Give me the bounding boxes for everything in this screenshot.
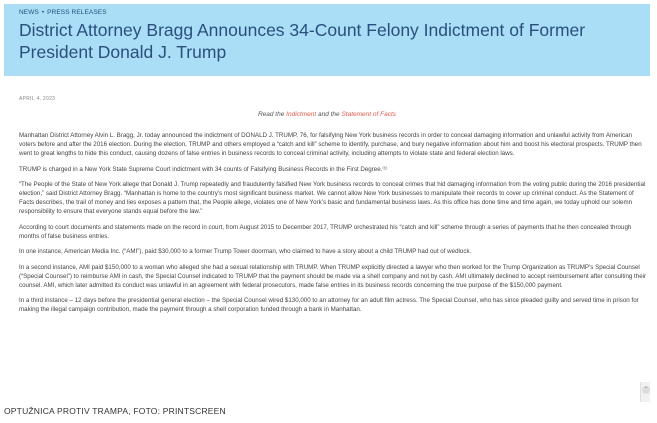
read-and: and the <box>317 111 340 118</box>
indictment-link[interactable]: Indictment <box>286 111 317 118</box>
publish-date: APRIL 4, 2023 <box>19 96 56 102</box>
article-paragraph: “The People of the State of New York allege that Donald J. Trump repeatedly and fraudulently falsified New York business records to conceal crimes that hid damaging information from the voting public during the 2016 presidential election,” said District Attorney Bragg. “Manhattan is home to the country’s most significant business market. We cannot allow New York businesses to manipulate their records to cover up criminal conduct. As the Statement of Facts describes, the trail of money and lies exposes a pattern that, the People allege, violates one of New York’s basic and fundamental business laws. As this office has done time and time again, we today uphold our solemn responsibility to ensure that everyone stands equal before the law.” <box>19 181 646 215</box>
footnote-marker[interactable]: ⁽¹⁾ <box>382 165 388 173</box>
article-paragraph: According to court documents and statements made on the record in court, from August 2015 to December 2017, TRUMP orchestrated his “catch and kill” scheme through a series of payments that he then concealed through months of false business entries. <box>19 223 632 240</box>
article-paragraph: In one instance, American Media Inc. (“AMI”), paid $30,000 to a former Trump Tower doorman, who claimed to have a story about a child TRUMP had out of wedlock. <box>19 248 472 255</box>
article-body <box>19 131 647 321</box>
breadcrumb <box>19 9 107 16</box>
image-caption: OPTUŽNICA PROTIV TRAMPA, FOTO: PRINTSCREEN <box>4 406 226 416</box>
read-prefix: Read the <box>257 111 285 118</box>
breadcrumb-separator: • <box>41 9 45 16</box>
article-paragraph: Manhattan District Attorney Alvin L. Bragg, Jr. today announced the indictment of DONALD J. TRUMP, 76, for falsifying New York business records in order to conceal damaging information and unlawful activity from American voters before and after the 2016 election. During the election, TRUMP and others employed a “catch and kill” scheme to identify, purchase, and bury negative information about him and boost his electoral prospects. TRUMP then went to great lengths to hide this conduct, causing dozens of false entries in business records to conceal criminal activity, including attempts to violate state and federal election laws. <box>19 132 642 157</box>
page-title: District Attorney Bragg Announces 34-Count Felony Indictment of Former President Donald J. Trump <box>19 20 586 62</box>
article-paragraph: In a third instance – 12 days before the presidential general election – the Special Counsel wired $130,000 to an attorney for an adult film actress. The Special Counsel, who has since pleaded guilty and served time in prison for making the illegal campaign contribution, made the payment through a shell corporation funded through a bank in Manhattan. <box>19 297 639 313</box>
chevron-up-icon: ⌃ <box>643 387 649 393</box>
screenshot-frame <box>4 4 650 402</box>
breadcrumb-press-releases-link[interactable]: PRESS RELEASES <box>47 9 107 16</box>
breadcrumb-news-link[interactable]: NEWS <box>19 9 39 16</box>
scroll-to-top-button[interactable] <box>640 382 650 402</box>
statement-of-facts-link[interactable]: Statement of Facts <box>341 111 397 118</box>
article-paragraph-with-footnote <box>19 165 647 174</box>
read-documents-line <box>4 111 650 118</box>
header-banner <box>4 4 650 76</box>
article-paragraph: TRUMP is charged in a New York State Supreme Court indictment with 34 counts of Falsifying Business Records in the First Degree. <box>19 165 383 173</box>
article-paragraph: In a second instance, AMI paid $150,000 to a woman who alleged she had a sexual relationship with TRUMP. When TRUMP explicitly directed a lawyer who then worked for the Trump Organization as TRUMP’s Special Counsel (“Special Counsel”) to reimburse AMI in cash, the Special Counsel indicated to TRUMP that the payment should be made via a shell company and not by cash. AMI ultimately declined to accept reimbursement after consulting their counsel. AMI, which later admitted its conduct was unlawful in an agreement with federal prosecutors, made false entries in its business records concerning the true purpose of the $150,000 payment. <box>19 263 647 289</box>
